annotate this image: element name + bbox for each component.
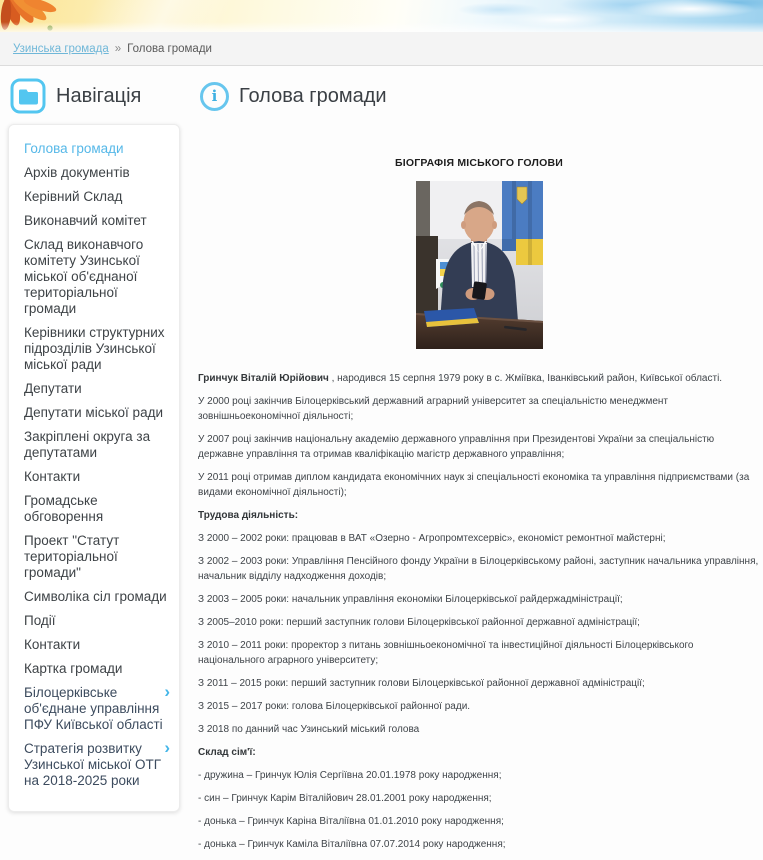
bio-paragraph: З 2015 – 2017 роки: голова Білоцерківської районної ради. xyxy=(198,701,471,712)
main-content xyxy=(180,66,759,860)
mayor-photo xyxy=(416,181,543,349)
breadcrumb xyxy=(0,32,763,66)
biography-heading: БІОГРАФІЯ МІСЬКОГО ГОЛОВИ xyxy=(395,157,563,169)
sidebar-item-deputaty[interactable]: Депутати xyxy=(24,381,82,396)
bio-section-heading: Трудова діяльність: xyxy=(198,510,299,521)
page-title: Голова громади xyxy=(239,84,387,107)
bio-paragraph: - донька – Гринчук Каміла Віталіївна 07.07.2014 року народження; xyxy=(198,839,506,850)
bio-section-heading: Склад сім'ї: xyxy=(198,747,256,758)
sidebar-item-vykonavchyy-komitet[interactable]: Виконавчий комітет xyxy=(24,213,147,228)
sidebar-item-label: Стратегія розвитку Узинської міської ОТГ на 2018-2025 роки xyxy=(24,741,162,788)
bio-paragraph: У 2011 році отримав диплом кандидата економічних наук зі спеціальності економіка та управління підприємствами (за видами економічної діяльності); xyxy=(198,472,750,498)
sidebar-item-strategiya-rozvytku[interactable] xyxy=(9,737,179,793)
sidebar-item-arkhiv-dokumentiv[interactable]: Архів документів xyxy=(24,165,130,180)
sidebar-item-label: Білоцерківське об'єднане управління ПФУ Київської області xyxy=(24,685,163,732)
sidebar-title: Навігація xyxy=(56,84,142,107)
sidebar-item-pfu-kyivskoi-oblasti[interactable] xyxy=(9,681,179,737)
bio-paragraph: У 2007 році закінчив національну академію державного управління при Президентові України за спеціальністю державне управління та отримав кваліфікацію магістр державного управління; xyxy=(198,434,715,460)
bio-paragraph: З 2010 – 2011 роки: проректор з питань зовнішньоекономічної та інвестиційної діяльності Білоцерківського національного аграрного університету; xyxy=(198,640,694,666)
info-icon: i xyxy=(200,82,229,111)
banner-fade xyxy=(0,22,763,32)
sidebar-item-proekt-statut[interactable]: Проект "Статут територіальної громади" xyxy=(24,533,120,580)
bio-paragraph: З 2011 – 2015 роки: перший заступник голови Білоцерківської районної державної адміністрації; xyxy=(198,678,645,689)
sidebar-item-kontakty-2[interactable]: Контакти xyxy=(24,637,81,652)
bio-paragraph: - дружина – Гринчук Юлія Сергіївна 20.01.1978 року народження; xyxy=(198,770,502,781)
bio-paragraph: З 2002 – 2003 роки: Управління Пенсійного фонду України в Білоцерківському районі, заступник начальника управління, начальник відділу надходження доходів; xyxy=(198,556,759,582)
sidebar-item-kerivnyy-sklad[interactable]: Керівний Склад xyxy=(24,189,123,204)
bio-paragraph: З 2018 по данний час Узинський міський голова xyxy=(198,724,420,735)
bio-paragraph: - донька – Гринчук Каріна Віталіївна 01.01.2010 року народження; xyxy=(198,816,504,827)
bio-paragraph: Гринчук Віталій Юрійович , народився 15 серпня 1979 року в с. Жміївка, Іванківський район, Київської області. xyxy=(198,373,723,384)
breadcrumb-separator: » xyxy=(114,42,122,55)
breadcrumb-current: Голова громади xyxy=(127,42,212,55)
chevron-right-icon: › xyxy=(164,682,170,701)
sidebar-item-golova-gromady[interactable]: Голова громади xyxy=(24,141,124,156)
bio-paragraph: З 2005–2010 роки: перший заступник голови Білоцерківської районної державної адміністрації; xyxy=(198,617,640,628)
sidebar xyxy=(8,66,180,812)
bio-paragraph: - син – Гринчук Карім Віталійович 28.01.2001 року народження; xyxy=(198,793,492,804)
sidebar-item-kartka-gromady[interactable]: Картка громади xyxy=(24,661,123,676)
sidebar-item-podii[interactable]: Події xyxy=(24,613,56,628)
sidebar-item-gromadske-obgovorennya[interactable]: Громадське обговорення xyxy=(24,493,104,524)
sidebar-item-symvolika-sil[interactable]: Символіка сіл громади xyxy=(24,589,167,604)
sidebar-item-kerivnyky-pidrozdiliv[interactable]: Керівники структурних підрозділів Узинської міської ради xyxy=(24,325,165,372)
sidebar-header xyxy=(10,77,180,115)
breadcrumb-home-link[interactable]: Узинська громада xyxy=(13,42,109,55)
bio-paragraph: З 2000 – 2002 роки: працював в ВАТ «Озерно - Агропромтехсервіс», економіст ремонтної майстерні; xyxy=(198,533,666,544)
sidebar-item-deputaty-miskoi-rady[interactable]: Депутати міської ради xyxy=(24,405,163,420)
sidebar-item-kontakty-1[interactable]: Контакти xyxy=(24,469,81,484)
sidebar-item-sklad-vykonavchogo-komitetu[interactable]: Склад виконавчого комітету Узинської міської об'єднаної територіальної громади xyxy=(24,237,144,316)
header-banner-image xyxy=(0,0,763,32)
sidebar-item-zakripleni-okruga[interactable]: Закріплені округа за депутатами xyxy=(24,429,151,460)
bio-paragraph: З 2003 – 2005 роки: начальник управління економіки Білоцерківської райдержадміністрації; xyxy=(198,594,623,605)
folder-icon xyxy=(10,78,46,114)
bio-paragraph: У 2000 році закінчив Білоцерківський державний аграрний університет за спеціальністю менеджмент зовнішньоекономічної діяльності; xyxy=(198,396,669,422)
biography-article xyxy=(198,157,760,852)
page-header xyxy=(200,77,755,115)
photo-container xyxy=(198,181,760,349)
chevron-right-icon: › xyxy=(164,738,170,757)
sidebar-nav-card xyxy=(8,124,180,812)
